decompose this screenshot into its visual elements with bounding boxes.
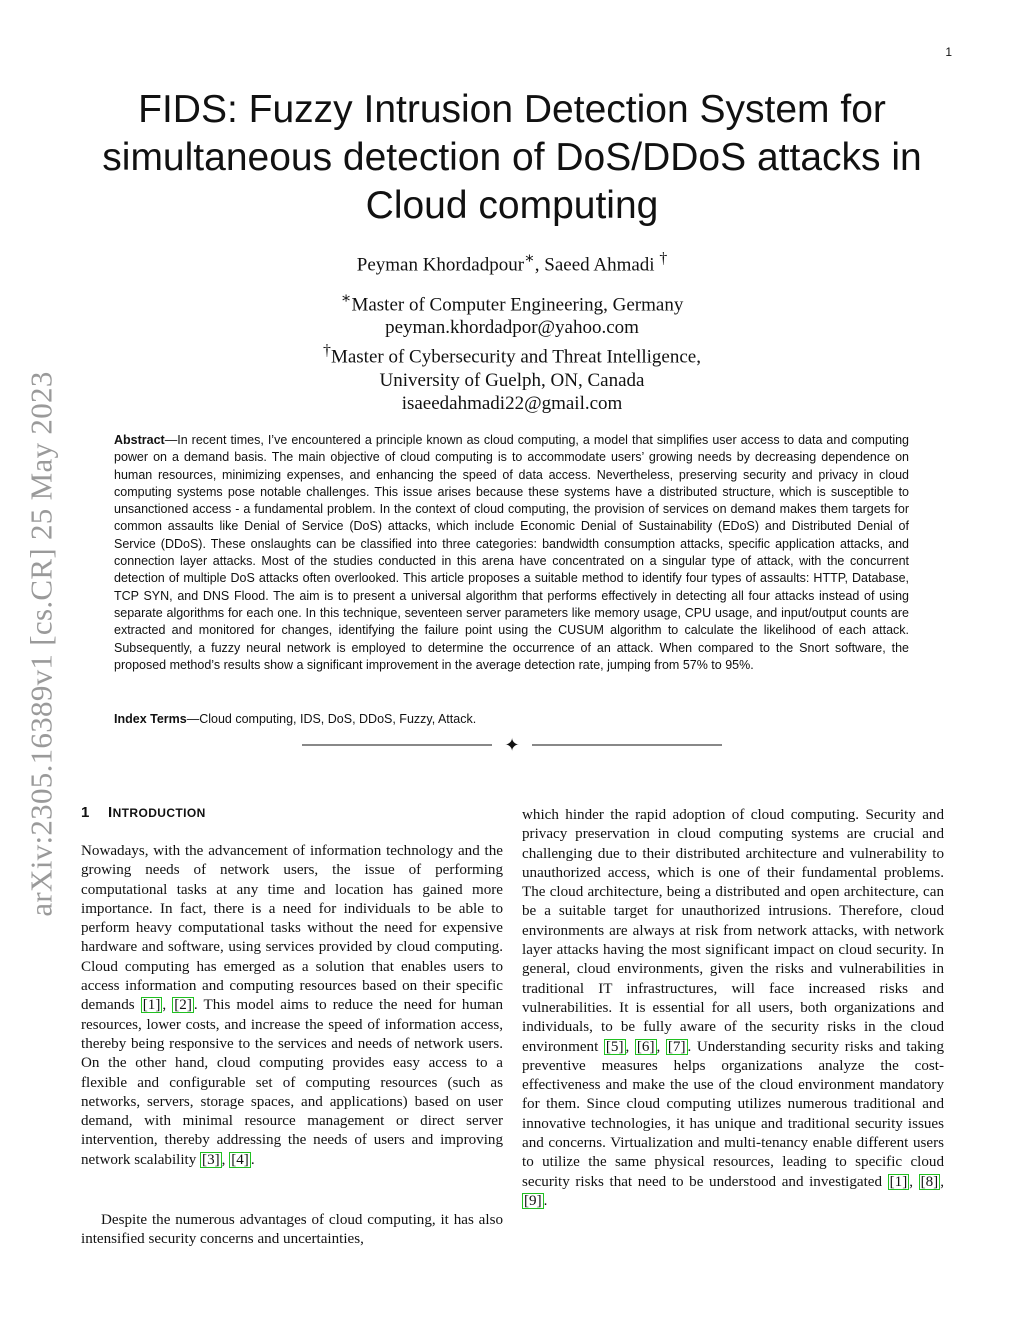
citation-link[interactable]: [7]: [667, 1038, 686, 1055]
citation-link[interactable]: [4]: [231, 1151, 249, 1168]
paragraph-text: . This model aims to reduce the need for human resources, lower costs, and increase the speed of information access, thereby being responsive to the services and needs of network users. On the other hand, cloud computing provides easy access to a flexible and configurable set of computing resources (such as networks, servers, storage spaces, and applications) based on user demand, with minimal resource management or direct server intervention, thereby addressing the needs of users and improving network scalability: [81, 997, 503, 1168]
author-line: [160, 248, 864, 276]
page-number: 1: [945, 45, 952, 59]
section-number: 1: [81, 804, 90, 821]
paragraph-text: Nowadays, with the advancement of information technology and the growing needs of network users, the issue of performing computational tasks at any time and location has gained more importance. In fact, there is a need for individuals to be able to perform heavy computational tasks without the need for expensive hardware and software, using services provided by cloud computing. Cloud computing has emerged as a solution that enables users to access information and computing resources based on their specific demands: [81, 843, 503, 1014]
citation-link[interactable]: [1]: [142, 997, 161, 1014]
citation-link[interactable]: [3]: [202, 1151, 220, 1168]
affiliation-2-text: Master of Cybersecurity and Threat Intelligence,: [330, 346, 701, 368]
affiliation-2-email[interactable]: isaeedahmadi22@gmail.com: [401, 392, 623, 414]
separator-rule: [300, 735, 724, 755]
citation-link[interactable]: [9]: [524, 1192, 542, 1209]
affiliation-2-mark: †: [323, 342, 331, 360]
citation-link[interactable]: [5]: [605, 1038, 624, 1055]
author-1-mark: ∗: [524, 250, 535, 267]
paragraph-text: .: [250, 1151, 255, 1168]
citation-link[interactable]: [6]: [636, 1038, 655, 1055]
author-1: Peyman Khordadpour: [356, 254, 525, 276]
author-separator: ,: [534, 254, 545, 276]
arxiv-stamp: [20, 345, 64, 943]
arxiv-stamp-text: arXiv:2305.16389v1 [cs.CR] 25 May 2023: [24, 371, 59, 917]
section-separator: [300, 735, 724, 755]
affiliation-1-mark: ∗: [340, 290, 352, 307]
affiliation-1-text: Master of Computer Engineering, Germany: [351, 294, 684, 316]
citation-link[interactable]: [1]: [889, 1173, 908, 1190]
paper-title: FIDS: Fuzzy Intrusion Detection System for simultaneous detection of DoS/DDoS attacks in Cloud computing: [102, 88, 922, 227]
body-paragraph-2: Despite the numerous advantages of cloud computing, it has also intensified security concerns and uncertainties,: [81, 1212, 503, 1248]
abstract-text: —In recent times, I’ve encountered a principle known as cloud computing, a model that simplifies user access to data and computing power on a demand basis. The main objective of cloud computing is to accommodate users’ growing needs by decreasing dependence on human resources, minimizing expenses, and enhancing the speed of data access. Nevertheless, preserving security and privacy in cloud computing systems pose notable challenges. This issue arises because these systems have a distributed structure, which is susceptible to unsanctioned access - a fundamental problem. In the context of cloud computing, the provision of services on demand makes them targets for common assaults like Denial of Service (DoS) attacks, which include Economic Denial of Sustainability (EDoS) and Distributed Denial of Service (DDoS). These onslaughts can be classified into three categories: bandwidth consumption attacks, specific application attacks, and connection layer attacks. Most of the studies conducted in this arena have concentrated on a singular type of attack, with the concurrent detection of multiple DoS attacks often overlooked. This article proposes a suitable method to identify four types of assaults: HTTP, Database, TCP SYN, and DNS Flood. The aim is to present a universal algorithm that performs effectively in detecting all four attacks instead of using separate algorithms for each one. In this technique, seventeen server parameters like memory usage, CPU usage, and input/output counts are extracted and monitored for changes, identifying the failure point using the CUSUM algorithm to calculate the likelihood of each attack. Subsequently, a fuzzy neural network is employed to determine the occurrence of an attack. When compared to the Snort software, the proposed method’s results show a significant improvement in the average detection rate, jumping from 57% to 95%.: [114, 433, 909, 672]
affiliations: [160, 287, 864, 415]
section-heading: [81, 804, 206, 821]
separator-star-icon: ✦: [504, 735, 520, 755]
body-paragraph-3: which hinder the rapid adoption of cloud computing. Security and privacy preservation in cloud computing systems are crucial and challenging due to their distributed architecture and vulnerability to unauthorized access, which is one of their fundamental problems. The cloud architecture, being a distributed and open architecture, can be a suitable target for unauthorized intrusions. Therefore, cloud environments are always at risk from network attacks, with network layer attacks having the most significant impact on cloud security. In general, cloud environments, given the risks and vulnerabilities in traditional IT infrastructures, will face increased risks and vulnerabilities. It is essential for all users, both organizations and individuals, to be fully aware of the security risks in the cloud environment [5] , [6] , [7] . Understanding security risks and taking preventive measures helps organizations analyze the cost-effectiveness and make the use of the cloud environment mandatory for them. Since cloud computing utilizes numerous traditional and innovative technologies, it has unique and traditional security issues and concerns. Virtualization and multi-tenancy enable different users to utilize the same physical resources, leading to specific cloud security risks that need to be understood and investigated [1] , [8] , [9] .: [522, 807, 945, 1209]
index-terms-label: Index Terms: [114, 712, 187, 726]
abstract-label: Abstract: [114, 433, 165, 447]
paragraph-text: .: [543, 1192, 548, 1209]
affiliation-1-email[interactable]: peyman.khordadpor@yahoo.com: [385, 317, 639, 339]
index-terms: [114, 711, 909, 728]
affiliation-1: [160, 287, 864, 316]
paragraph-text: . Understanding security risks and taking preventive measures helps organizations analyze the cost-effectiveness and make the use of the cloud environment mandatory for them. Since cloud computing utilizes numerous traditional and innovative technologies, it has unique and traditional security issues and concerns. Virtualization and multi-tenancy enable different users to utilize the same physical resources, leading to specific cloud security risks that need to be understood and investigated: [522, 1038, 945, 1190]
section-title-rest: NTRODUCTION: [112, 806, 206, 820]
citation-link[interactable]: [8]: [920, 1173, 939, 1190]
author-2-mark: †: [659, 250, 668, 267]
abstract: [114, 432, 909, 674]
paragraph-text: which hinder the rapid adoption of cloud computing. Security and privacy preservation in cloud computing systems are crucial and challenging due to their distributed architecture and vulnerability to unauthorized access, which is one of their fundamental problems. The cloud architecture, being a distributed and open architecture, can be a suitable target for unauthorized intrusions. Therefore, cloud environments are always at risk from network attacks, with network layer attacks having the most significant impact on cloud security. In general, cloud environments, given the risks and vulnerabilities in traditional IT infrastructures, will face increased risks and vulnerabilities. It is essential for all users, both organizations and individuals, to be fully aware of the security risks in the cloud environment: [522, 807, 944, 1055]
body-paragraph-1: Nowadays, with the advancement of information technology and the growing needs of network users, the issue of performing computational tasks at any time and location has gained more importance. In fact, there is a need for individuals to be able to perform heavy computational tasks without the need for expensive hardware and software, using services provided by cloud computing. Cloud computing has emerged as a solution that enables users to access information and computing resources based on their specific demands [1] , [2] . This model aims to reduce the need for human resources, lower costs, and increase the speed of information access, thereby being responsive to the services and needs of network users. On the other hand, cloud computing provides easy access to a flexible and configurable set of computing resources (such as networks, servers, storage spaces, and applications) based on user demand, with minimal resource management or direct server intervention, thereby addressing the needs of users and improving network scalability [3] , [4] .: [81, 843, 503, 1168]
affiliation-2: [160, 339, 864, 368]
citation-link[interactable]: [2]: [174, 997, 192, 1014]
section-title-initial: I: [108, 804, 113, 821]
author-2: Saeed Ahmadi: [544, 254, 655, 276]
affiliation-2-place: University of Guelph, ON, Canada: [379, 369, 645, 391]
index-terms-text: —Cloud computing, IDS, DoS, DDoS, Fuzzy, Attack.: [186, 712, 477, 726]
